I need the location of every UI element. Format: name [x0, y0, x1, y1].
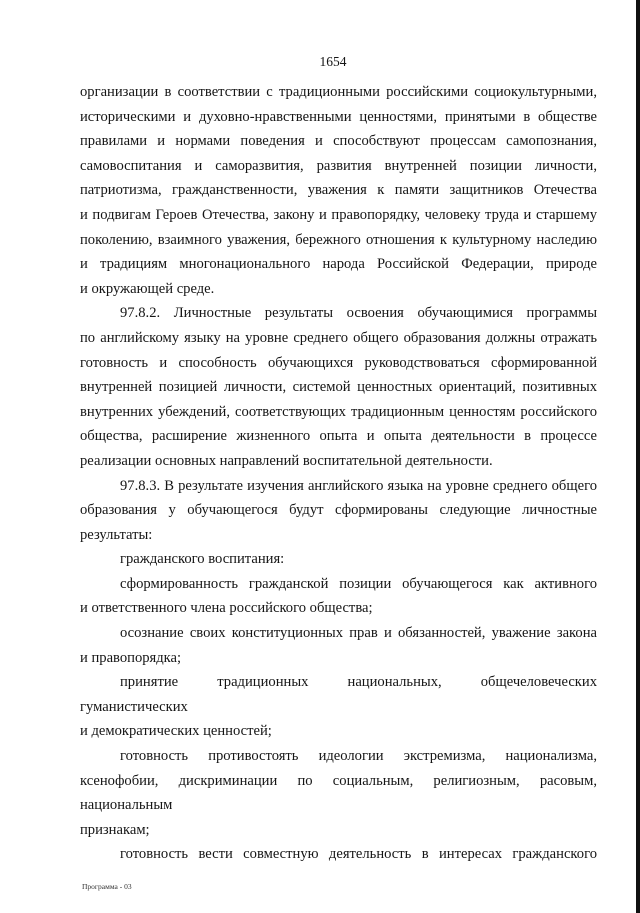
text-line: и демократических ценностей; — [80, 723, 272, 740]
paragraph-97-8-3 — [80, 474, 597, 548]
text-line: правилами и нормами поведения и способствуют процессам самопознания, — [80, 133, 597, 150]
text-line: образования у обучающегося будут сформированы следующие личностные — [80, 502, 597, 519]
text-line: патриотизма, гражданственности, уважения к памяти защитников Отечества — [80, 182, 597, 199]
text-line: осознание своих конституционных прав и обязанностей, уважение закона — [120, 625, 597, 642]
paragraph-1 — [80, 80, 597, 301]
paragraph-joint-activity — [80, 842, 597, 867]
text-line: и правопорядка; — [80, 649, 182, 666]
text-line: ксенофобии, дискриминации по социальным, религиозным, расовым, национальным — [80, 772, 597, 814]
page-number: 1654 — [319, 54, 347, 69]
text-line: и окружающей среде. — [80, 280, 215, 297]
text-line: и традициям многонационального народа Российской Федерации, природе — [80, 256, 597, 273]
text-line: внутренних убеждений, соответствующих традиционным ценностям российского — [80, 403, 597, 420]
text-line: готовность и способность обучающихся руководствоваться сформированной — [80, 354, 597, 371]
text-line: по английскому языку на уровне среднего общего образования должны отражать — [80, 329, 597, 346]
paragraph-civic-heading — [80, 547, 597, 572]
text-line: 97.8.3. В результате изучения английского языка на уровне среднего общего — [120, 477, 597, 494]
text-line: и ответственного члена российского общества; — [80, 600, 373, 617]
text-line: общества, расширение жизненного опыта и опыта деятельности в процессе — [80, 428, 597, 445]
footer-label: Программа - 03 — [82, 882, 132, 891]
text-line: 97.8.2. Личностные результаты освоения обучающимися программы — [120, 305, 597, 322]
text-line: организации в соответствии с традиционными российскими социокультурными, — [80, 84, 597, 100]
paragraph-extremism — [80, 744, 597, 842]
text-line: и подвигам Героев Отечества, закону и правопорядку, человеку труда и старшему — [80, 206, 597, 223]
text-line: поколению, взаимного уважения, бережного отношения к культурному наследию — [80, 231, 597, 248]
text-line: историческими и духовно-нравственными ценностями, принятыми в обществе — [80, 108, 597, 125]
text-line: гражданского воспитания: — [120, 551, 285, 568]
paragraph-rights — [80, 621, 597, 670]
scan-edge — [636, 0, 640, 913]
text-line: самовоспитания и саморазвития, развития внутренней позиции личности, — [80, 157, 597, 174]
text-line: признакам; — [80, 821, 150, 838]
document-body — [80, 80, 597, 867]
text-line: принятие традиционных национальных, общечеловеческих гуманистических — [80, 674, 597, 715]
paragraph-values — [80, 670, 597, 744]
text-line: реализации основных направлений воспитательной деятельности. — [80, 452, 493, 469]
paragraph-97-8-2 — [80, 301, 597, 473]
text-line: готовность противостоять идеологии экстремизма, национализма, — [120, 748, 597, 765]
paragraph-civic-position — [80, 572, 597, 621]
text-line: внутренней позицией личности, системой ценностных ориентаций, позитивных — [80, 379, 597, 396]
text-line: готовность вести совместную деятельность в интересах гражданского — [120, 846, 597, 863]
text-line: результаты: — [80, 526, 153, 543]
text-line: сформированность гражданской позиции обучающегося как активного — [120, 575, 597, 592]
